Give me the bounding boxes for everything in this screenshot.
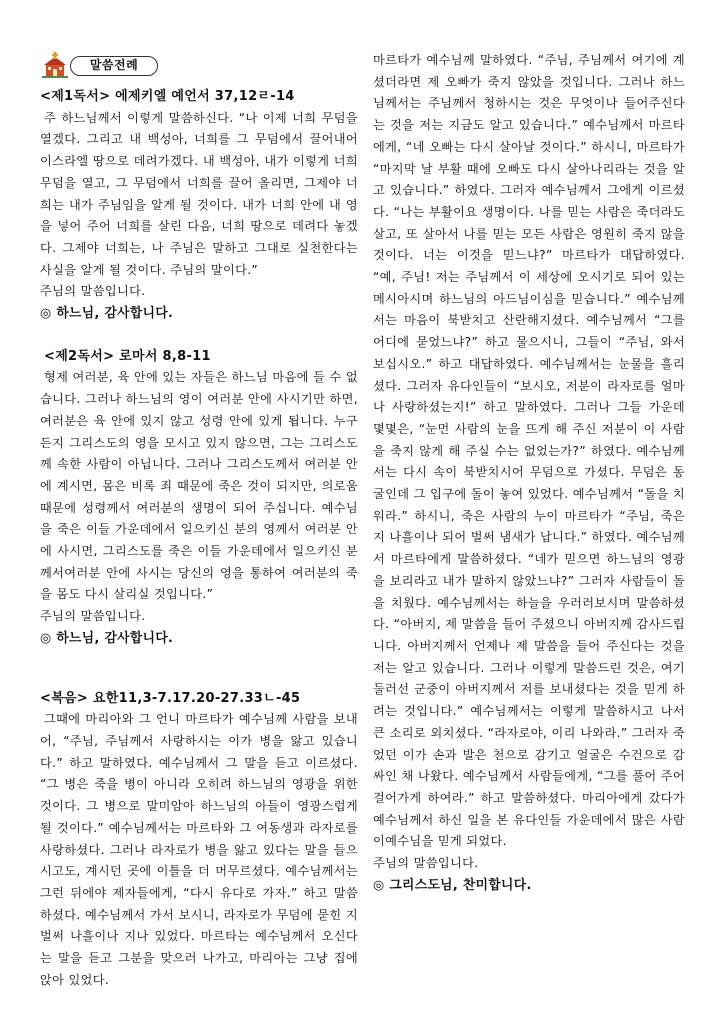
banner-label: 말씀전례: [70, 56, 158, 76]
reading1-text: 주 하느님께서 이렇게 말씀하신다. “나 이제 너희 무덤을 열겠다. 그리고 내 백성아, 너희를 그 무덤에서 끌어내어 이스라엘 땅으로 데려가겠다. 내 백성아, 내가 이렇게 너희 무덤을 열고, 그 무덤에서 너희를 끌어 올리면, 그제야 너희는 내가 주님임을 알게 될 것이다. 내가 너희 안에 내 영을 넣어 주어 너희를 살린 다음, 너희 땅으로 데려다 놓겠다. 그제야 너희는, 나 주님은 말하고 그대로 실천한다는 사실을 알게 될 것이다. 주님의 말이다.”: [40, 110, 358, 277]
gospel-heading: <복음> 요한11,3-7.17.20-27.33ㄴ-45: [40, 690, 301, 706]
reading1-heading: <제1독서> 에제키엘 예언서 37,12ㄹ-14: [40, 89, 295, 104]
reading2-closing: 주님의 말씀입니다.: [40, 609, 146, 624]
reading2-response: ◎ 하느님, 감사합니다.: [40, 630, 174, 646]
reading2-text: 형제 여러분, 육 안에 있는 자들은 하느님 마음에 들 수 없습니다. 그러나 하느님의 영이 여러분 안에 사시기만 하면, 여러분은 육 안에 있지 않고 성령 안에 있게 됩니다. 누구든지 그리스도의 영을 모시고 있지 않으면, 그는 그리스도께 속한 사람이 아닙니다. 그러나 그리스도께서 여러분 안에 계시면, 몸은 비록 죄 때문에 죽은 것이 되지만, 의로움 때문에 성령께서 여러분의 생명이 되어 주십니다. 예수님을 죽은 이들 가운데에서 일으키신 분의 영께서 여러분 안에 사시면, 그리스도를 죽은 이들 가운데에서 일으키신 분께서여러분 안에 사시는 당신의 영을 통하여 여러분의 죽을 몸도 다시 살리실 것입니다.”: [40, 370, 358, 602]
reading2-heading: <제2독서> 로마서 8,8-11: [44, 348, 211, 364]
right-column: [373, 50, 685, 896]
gospel-text-left: 그때에 마리아와 그 언니 마르타가 예수님께 사람을 보내어, “주님, 주님께서 사랑하시는 이가 병을 앓고 있습니다.” 하고 말하였다. 예수님께서 그 말을 듣고 이르셨다. “그 병은 죽을 병이 아니라 오히려 하느님의 영광을 위한 것이다. 그 병으로 말미암아 하느님의 아들이 영광스럽게 될 것이다.” 예수님께서는 마르타와 그 여동생과 라자로를 사랑하셨다. 그러나 라자로가 병을 앓고 있다는 말을 들으시고도, 계시던 곳에 이틀을 더 머무르셨다. 예수님께서는 그런 뒤에야 제자들에게, “다시 유다로 가자.” 하고 말씀하셨다. 예수님께서 가서 보시니, 라자로가 무덤에 묻힌 지 벌써 나흘이나 지나 있었다. 마르타는 예수님께서 오신다는 말을 듣고 그분을 맞으러 나가고, 마리아는 그냥 집에 앉아 있었다.: [40, 712, 358, 987]
reading1-closing: 주님의 말씀입니다.: [40, 284, 146, 299]
gospel-response: ◎ 그리스도님, 찬미합니다.: [373, 877, 532, 893]
section-banner: [40, 52, 158, 78]
gospel-text-right: 마르타가 예수님께 말하였다. “주님, 주님께서 여기에 계셨더라면 제 오빠가 죽지 않았을 것입니다. 그러나 하느님께서는 주님께서 청하시는 것은 무엇이나 들어주신다는 것을 저는 지금도 알고 있습니다.” 예수님께서 마르타에게, “네 오빠는 다시 살아날 것이다.” 하시니, 마르타가 “마지막 날 부활 때에 오빠도 다시 살아나리라는 것을 알고 있습니다.” 하였다. 그러자 예수님께서 그에게 이르셨다. “나는 부활이요 생명이다. 나를 믿는 사람은 죽더라도 살고, 또 살아서 나를 믿는 모든 사람은 영원히 죽지 않을 것이다. 너는 이것을 믿느냐?” 마르타가 대답하였다. “예, 주님! 저는 주님께서 이 세상에 오시기로 되어 있는 메시아시며 하느님의 아드님이심을 믿습니다.” 예수님께서는 마음이 북받치고 산란해지셨다. 예수님께서 “그를 어디에 묻었느냐?” 하고 물으시니, 그들이 “주님, 와서 보십시오.” 하고 대답하였다. 예수님께서는 눈물을 흘리셨다. 그러자 유다인들이 “보시오, 저분이 라자로를 얼마나 사랑하셨는지!” 하고 말하였다. 그러나 그들 가운데 몇몇은, “눈먼 사람의 눈을 뜨게 해 주신 저분이 이 사람을 죽지 않게 해 주실 수는 없었는가?” 하였다. 예수님께서는 다시 속이 북받치시어 무덤으로 가셨다. 무덤은 동굴인데 그 입구에 돌이 놓여 있었다. 예수님께서 “돌을 치워라.” 하시니, 죽은 사람의 누이 마르타가 “주님, 죽은 지 나흘이나 되어 벌써 냄새가 납니다.” 하였다. 예수님께서 마르타에게 말씀하셨다. “네가 믿으면 하느님의 영광을 보리라고 내가 말하지 않았느냐?” 그러자 사람들이 돌을 치웠다. 예수님께서는 하늘을 우러러보시며 말씀하셨다. “아버지, 제 말씀을 들어 주셨으니 아버지께 감사드립니다. 아버지께서 언제나 제 말씀을 들어 주신다는 것을 저는 알고 있습니다. 그러나 이렇게 말씀드린 것은, 여기 둘러선 군중이 아버지께서 저를 보내셨다는 것을 믿게 하려는 것입니다.” 예수님께서는 이렇게 말씀하시고 나서 큰 소리로 외치셨다. “라자로야, 이리 나와라.” 그러자 죽었던 이가 손과 발은 천으로 감기고 얼굴은 수건으로 감싸인 채 나왔다. 예수님께서 사람들에게, “그를 풀어 주어 걸어가게 하여라.” 하고 말씀하셨다. 마리아에게 갔다가 예수님께서 하신 일을 본 유다인들 가운데에서 많은 사람이예수님을 믿게 되었다.: [373, 53, 685, 849]
gospel-closing: 주님의 말씀입니다.: [373, 856, 479, 871]
reading1-response: ◎ 하느님, 감사합니다.: [40, 306, 174, 322]
church-icon: [40, 52, 70, 78]
left-column: [40, 86, 358, 991]
